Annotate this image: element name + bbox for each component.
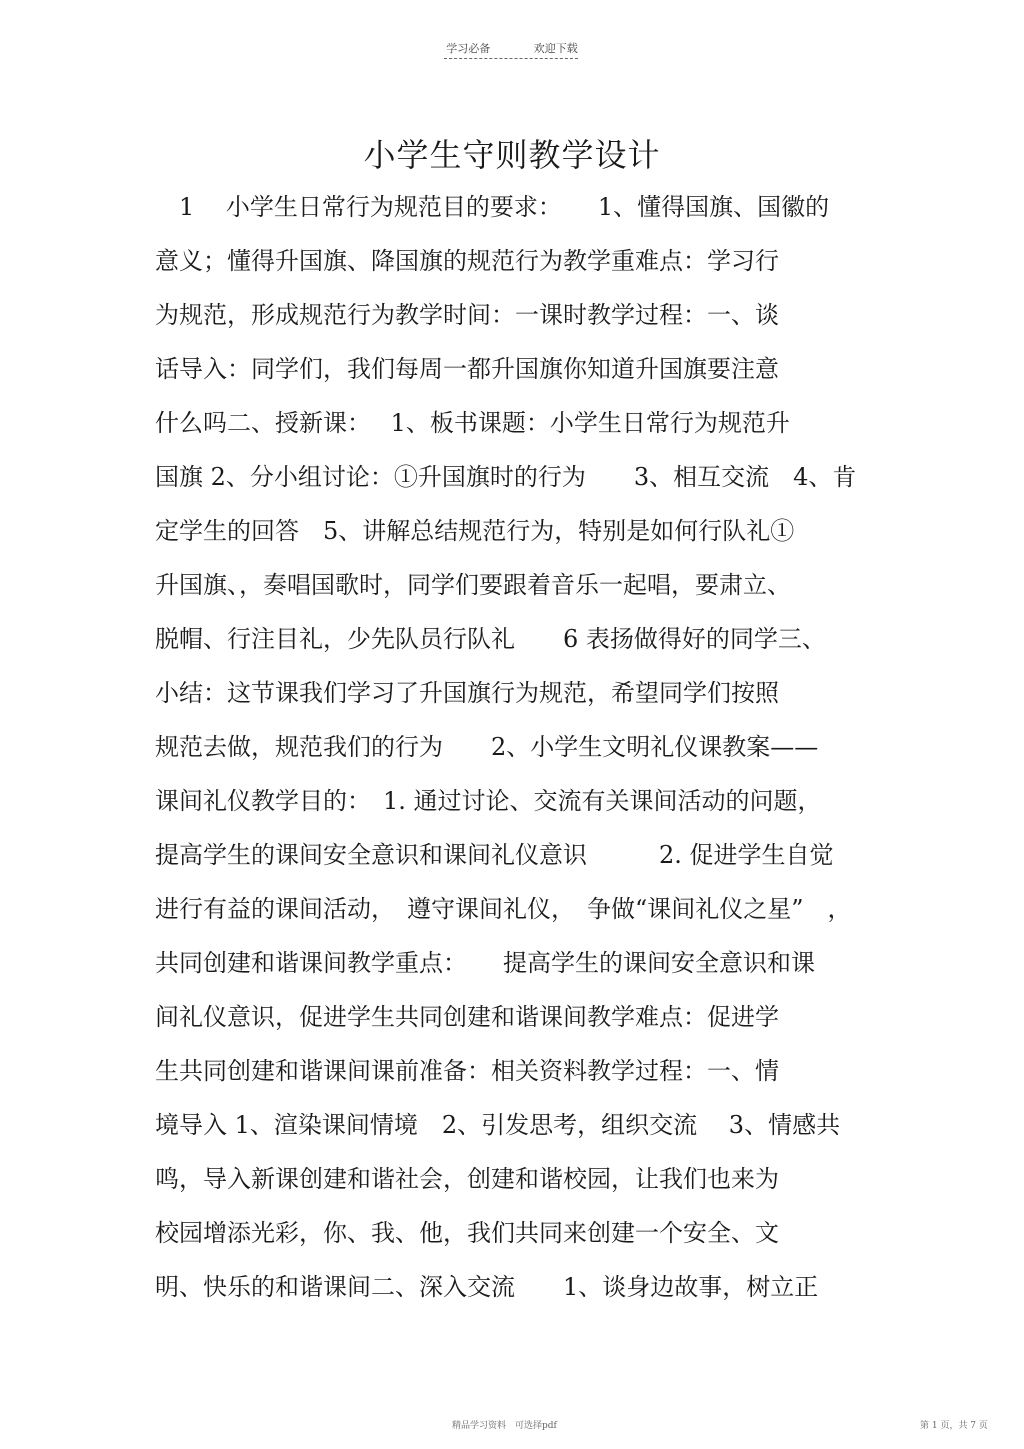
body-line: 国旗 2、分小组讨论：①升国旗时的行为 3、相互交流 4、肯 — [155, 463, 857, 491]
body-line: 升国旗、，奏唱国歌时，同学们要跟着音乐一起唱，要肃立、 — [155, 571, 791, 599]
body-line: 小结：这节课我们学习了升国旗行为规范，希望同学们按照 — [155, 679, 779, 707]
body-line: 境导入 1、渲染课间情境 2、引发思考，组织交流 3、情感共 — [155, 1111, 841, 1139]
body-line: 脱帽、行注目礼，少先队员行队礼 6 表扬做得好的同学三、 — [155, 625, 826, 653]
footer-left-text: 精品学习资料 可选择pdf — [452, 1421, 557, 1431]
header-divider — [444, 58, 578, 59]
body-line: 生共同创建和谐课间课前准备：相关资料教学过程：一、情 — [155, 1057, 779, 1085]
body-line: 话导入：同学们，我们每周一都升国旗你知道升国旗要注意 — [155, 355, 779, 383]
header-left-text: 学习必备 — [446, 42, 491, 55]
body-line: 课间礼仪教学目的： 1. 通过讨论、交流有关课间活动的问题， — [155, 787, 822, 815]
body-line: 规范去做，规范我们的行为 2、小学生文明礼仪课教案—— — [155, 733, 819, 761]
page-header — [0, 40, 1024, 64]
body-line: 提高学生的课间安全意识和课间礼仪意识 2. 促进学生自觉 — [155, 841, 834, 869]
page-number: 第 1 页，共 7 页 — [920, 1421, 988, 1431]
body-line: 明、快乐的和谐课间二、深入交流 1、谈身边故事，树立正 — [155, 1273, 819, 1301]
body-line: 定学生的回答 5、讲解总结规范行为，特别是如何行队礼① — [155, 517, 795, 545]
body-line: 1 小学生日常行为规范目的要求： 1、懂得国旗、国徽的 — [155, 193, 830, 221]
body-line: 进行有益的课间活动， 遵守课间礼仪， 争做“课间礼仪之星” ， — [155, 895, 852, 923]
header-right-text: 欢迎下载 — [533, 42, 578, 55]
body-line: 共同创建和谐课间教学重点： 提高学生的课间安全意识和课 — [155, 949, 815, 977]
body-line: 什么吗二、授新课： 1、板书课题：小学生日常行为规范升 — [155, 409, 790, 437]
body-line: 鸣，导入新课创建和谐社会，创建和谐校园，让我们也来为 — [155, 1165, 779, 1193]
body-line: 为规范，形成规范行为教学时间：一课时教学过程：一、谈 — [155, 301, 779, 329]
body-line: 意义；懂得升国旗、降国旗的规范行为教学重难点：学习行 — [155, 247, 779, 275]
body-line: 间礼仪意识，促进学生共同创建和谐课间教学难点：促进学 — [155, 1003, 779, 1031]
document-body — [155, 180, 875, 1314]
body-line: 校园增添光彩，你、我、他，我们共同来创建一个安全、文 — [155, 1219, 779, 1247]
document-title: 小学生守则教学设计 — [363, 136, 661, 174]
